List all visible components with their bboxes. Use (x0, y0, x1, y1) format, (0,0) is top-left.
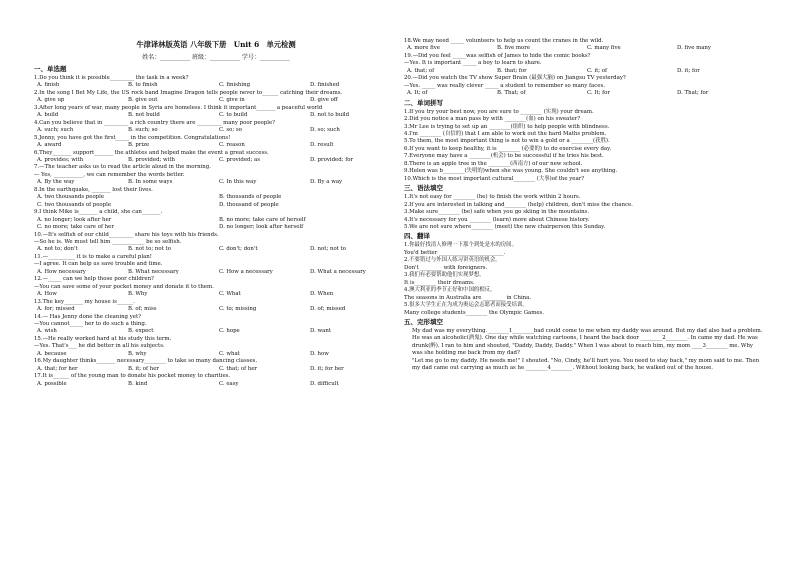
option-choice: C. give in (219, 97, 245, 104)
right-column-body (404, 38, 764, 373)
option-choice: A. no longer; look after her (37, 216, 112, 223)
question-line: —Yes. That's___ he did better in all his subjects. (34, 343, 165, 350)
option-choice: D. provided; for (310, 156, 354, 163)
option-choice: A. for; missed (37, 306, 75, 313)
option-choice: B. that; for (497, 67, 527, 74)
question-line: 2.In the song I Bet My Life, the US rock band Imagine Dragon tells people never to______ catching their dreams. (34, 89, 343, 96)
option-row (34, 112, 398, 119)
question-line: —Yes. It is important _____ a boy to learn to share. (404, 60, 542, 67)
option-choice: D. no longer; look after herself (219, 224, 304, 231)
left-column (34, 0, 398, 388)
option-choice: C. to; missing (219, 306, 257, 313)
option-row (34, 157, 398, 164)
question-line: 1.If you try your best now, you are sure to ________ (实现) your dream. (404, 108, 594, 115)
option-choice: D. it; for (677, 67, 700, 74)
question-line: 17.It is______ of the young man to donate his pocket money to charities. (34, 373, 231, 380)
question-line: 10.Which is the most important cultural________ (大事)of the year? (404, 175, 585, 182)
question-line: 6.If you want to keep healthy, it is ________ (必要的) to do exercise every day. (404, 145, 612, 152)
option-choice: C. It; for (587, 90, 611, 97)
option-row (34, 366, 398, 373)
section-heading: 五、完形填空 (404, 317, 443, 326)
question-line: 6.They_______ support_______ the athletes and helped make the event a great success. (34, 149, 269, 156)
option-choice: D. how (310, 350, 329, 357)
question-line: 5.很多大学生正在为成为奥运会志愿者而接受培训。 (404, 302, 528, 309)
option-choice: B. it; of her (128, 365, 160, 372)
option-choice: D. it; for her (310, 365, 344, 372)
question-line: — Yes, ___________, we can remember the words better. (34, 171, 185, 178)
question-line: 15.—He really worked hard at his study this term. (34, 335, 172, 342)
option-choice: D. not; not to (310, 246, 346, 253)
option-choice: D. give off (310, 97, 338, 104)
option-choice: C. to build (219, 112, 248, 119)
option-choice: A. two thousands people (37, 194, 105, 201)
option-choice: C. In this way (219, 179, 257, 186)
option-choice: A. It; of (407, 90, 428, 97)
question-line: 4.I'm ________ (自信的) that I am able to work out the hard Maths problem. (404, 130, 607, 137)
question-line: 13.The key_______ my house is______. (34, 298, 135, 305)
option-row (34, 127, 398, 134)
option-choice: B. kind (128, 380, 148, 387)
option-choice: B. prize (128, 142, 150, 149)
option-choice: A. possible (37, 380, 67, 387)
question-line: 16.My daughter thinks_______ necessary________ to take so many dancing classes. (34, 358, 258, 365)
option-choice: A. provides; with (37, 156, 84, 163)
option-row (34, 202, 398, 209)
option-choice: D. When (310, 291, 334, 298)
option-choice: C. provided; as (219, 156, 261, 163)
option-choice: D. result (310, 142, 334, 149)
option-row (34, 291, 398, 298)
option-row (34, 246, 398, 253)
option-row (34, 351, 398, 358)
question-line: 18.We may need _____ volunteers to help us count the cranes in the wild. (404, 38, 604, 44)
question-line: 5.We are not sure where________ (meet) the new chairperson this Sunday. (404, 223, 606, 230)
question-line: You'd better ________________________. (404, 249, 506, 256)
option-row (34, 269, 398, 276)
option-choice: D. That; for (677, 90, 709, 97)
option-choice: C. How a necessary (219, 268, 273, 275)
option-choice: D. not to build (310, 112, 350, 119)
question-line: —I agree. It can help us save trouble and time. (34, 261, 163, 268)
option-choice: B. such; so (128, 127, 158, 134)
question-line: The seasons in Australia are ________ in China. (404, 294, 532, 301)
question-line: 19.—Did you feel _____was selfish of James to hide the comic books? (404, 52, 591, 59)
option-choice: B. Why (128, 291, 148, 298)
option-choice: A. that; for her (37, 365, 78, 372)
option-choice: A. such; such (37, 127, 74, 134)
question-line: It is________ their dreams. (404, 279, 475, 286)
option-choice: C. What (219, 291, 241, 298)
question-line: 2.不要错过与外国人练习讲英语的机会。 (404, 257, 501, 264)
option-choice: A. that; of (407, 67, 435, 74)
option-choice: D. What a necessary (310, 268, 366, 275)
question-line: 3.我们有必要帮助他们实现梦想。 (404, 272, 485, 279)
option-choice: C. no more; take care of her (37, 224, 114, 231)
option-choice: B. In some ways (128, 179, 173, 186)
question-line: —Yes. _____ was really clever _____ a student to remember so many faces. (404, 82, 605, 89)
option-choice: C. so; so (219, 127, 242, 134)
question-line: —So he is. We must tell him ____________ be so selfish. (34, 238, 182, 245)
option-choice: D. By a way (310, 179, 343, 186)
option-choice: C. what (219, 350, 240, 357)
question-line: —You can save some of your pocket money and donate it to them. (34, 283, 214, 290)
option-choice: B. thousands of people (219, 194, 282, 201)
option-choice: A. How necessary (37, 268, 86, 275)
question-line: 14.— Has Jenny done the cleaning yet? (34, 313, 142, 320)
option-row (34, 97, 398, 104)
question-line: 2.Did you notice a man pass by with ________(血) on his sweater? (404, 116, 581, 123)
option-choice: D. of; missed (310, 306, 346, 313)
option-choice: B. to finish (128, 82, 158, 89)
question-line: 3.After long years of war, many people in Syria are homeless. I think it important_______ a peaceful world (34, 104, 323, 111)
question-line: 20.—Did you watch the TV show Super Brain (最强大脑) on Jiangsu TV yesterday? (404, 75, 626, 82)
section-heading: 三、语法填空 (404, 184, 443, 193)
option-choice: A. more five (407, 45, 440, 52)
option-choice: C. easy (219, 380, 239, 387)
question-line: 11.—__________ it is to make a careful plan! (34, 253, 152, 260)
option-choice: B. why (128, 350, 147, 357)
option-choice: B. give out (128, 97, 158, 104)
option-choice: C. two thousands of people (37, 201, 112, 208)
option-row (34, 82, 398, 89)
option-choice: C. hope (219, 328, 240, 335)
option-choice: D. want (310, 328, 332, 335)
question-line: Many college students________ the Olympic Games. (404, 309, 544, 316)
question-line: 5.Jenny, you have got the first_____ in the competition. Congratulations! (34, 134, 231, 141)
option-choice: B. What necessary (128, 268, 179, 275)
option-choice: A. finish (37, 82, 60, 89)
left-column-body (34, 65, 398, 388)
question-line: 8.In the earthquake, _______ lost their lives. (34, 186, 153, 193)
option-row (34, 328, 398, 335)
option-choice: A. not to; don't (37, 246, 78, 253)
question-line: 3.Make sure________ (be) safe when you go skiing in the mountains. (404, 209, 590, 216)
option-row (404, 90, 764, 97)
cloze-paragraph: "Let me go to my daddy. He needs me!" I shouted. "No, Cindy, he'll hurt you. You need to stay back," my mom said to me. Then my dad came out carrying as much as he ________4________. Without looking back, he walked out of the house. (412, 357, 760, 372)
question-line: 1.你最好找清人修理一下那个到处是水的房间。 (404, 242, 517, 249)
option-choice: B. That; of (497, 90, 526, 97)
option-choice: C. that; of her (219, 365, 258, 372)
option-row (34, 306, 398, 313)
option-choice: C. don't; don't (219, 246, 258, 253)
option-choice: A. How (37, 291, 57, 298)
option-choice: A. build (37, 112, 59, 119)
option-row (34, 224, 398, 231)
option-choice: C. finishing (219, 82, 251, 89)
question-line: 2.If you are interested in talking and________ (help) children, don't miss the chance. (404, 201, 633, 208)
question-line: 10.—It's selfish of our child_________ share his toys with his friends. (34, 231, 219, 238)
option-choice: D. five many (677, 45, 711, 52)
option-choice: B. of; miss (128, 306, 157, 313)
section-heading: 二、单词拼写 (404, 98, 443, 107)
right-column (404, 38, 764, 373)
option-row (34, 179, 398, 186)
page-title: 牛津译林版英语 八年级下册 Unit 6 单元检测 (136, 40, 296, 49)
question-line: Don't ________ with foreigners. (404, 264, 488, 271)
option-row (34, 142, 398, 149)
option-choice: D. finished (310, 82, 340, 89)
question-line: 1.Do you think it is possible_________ the task in a week? (34, 75, 189, 81)
section-heading: 一、单选题 (34, 65, 67, 73)
question-line: 4.澳大利亚的季节正好和中国的相反。 (404, 287, 496, 294)
option-choice: B. provided; with (128, 156, 176, 163)
option-choice: B. not to; not to (128, 246, 171, 253)
cloze-paragraph: My dad was my everything.________1________bad could come to me when my daddy was around. But my dad also had a problem. He was an alcoholic(酒鬼). One day while watching cartoons, I heard the back door ________2________. In came my dad. He was drunk(醉). I ran to him and shouted, "Daddy, Daddy, Daddy." When I was about to reach him, my mom ____3________ me. Why was she holding me back from my dad? (412, 327, 763, 357)
question-line: 4.Can you believe that in _________ a rich country there are _________ many poor people? (34, 119, 276, 126)
option-choice: A. award (37, 142, 62, 149)
option-choice: D. difficult (310, 380, 339, 387)
question-line: 4.It's necessary for you ________ (learn) more about Chinese history. (404, 216, 590, 223)
option-choice: B. five more (497, 45, 531, 52)
option-choice: B. no more; take care of herself (219, 216, 306, 223)
option-choice: A. because (37, 350, 67, 357)
question-line: 9.Helen was b________(失明的)when she was young. She couldn't see anything. (404, 168, 618, 175)
question-line: —You cannot_____ her to do such a thing. (34, 320, 147, 327)
option-choice: C. it; of (587, 67, 608, 74)
option-row (404, 45, 764, 52)
question-line: 7.—The teacher asks us to read the article aloud in the morning. (34, 164, 211, 171)
question-line: 7.Everyone may have a ________(机会) to be successful if he tries his best. (404, 153, 604, 160)
student-info-row: 姓名：__________ 班级：__________ 学号：__________ (142, 54, 290, 61)
option-choice: C. reason (219, 142, 245, 149)
question-line: 1.It's not easy for ________ (he) to finish the work within 2 hours. (404, 194, 581, 201)
option-choice: A. give up (37, 97, 65, 104)
question-line: 5.To them, the most important thing is not to win a gold or a ________(获胜). (404, 138, 610, 145)
question-line: 12.—_____ can we help those poor children? (34, 276, 154, 283)
option-choice: B. expect (128, 328, 154, 335)
option-choice: D. thousand of people (219, 201, 279, 208)
option-row (34, 217, 398, 224)
option-row (34, 381, 398, 388)
option-choice: A. By the way (37, 179, 75, 186)
option-choice: B. not build (128, 112, 160, 119)
question-line: 9.I think Mike is_______ a child, she can_______. (34, 209, 163, 216)
option-choice: D. so; such (310, 127, 340, 134)
question-line: 8.There is an apple tree in the ________(西南方) of our new school. (404, 160, 583, 167)
question-line: 3.Mr Lee is trying to set up an ________(组织) to help people with blindness. (404, 123, 610, 130)
option-row (34, 194, 398, 201)
option-choice: A. wish (37, 328, 57, 335)
option-choice: C. many five (587, 45, 621, 52)
section-heading: 四、翻译 (404, 232, 430, 241)
